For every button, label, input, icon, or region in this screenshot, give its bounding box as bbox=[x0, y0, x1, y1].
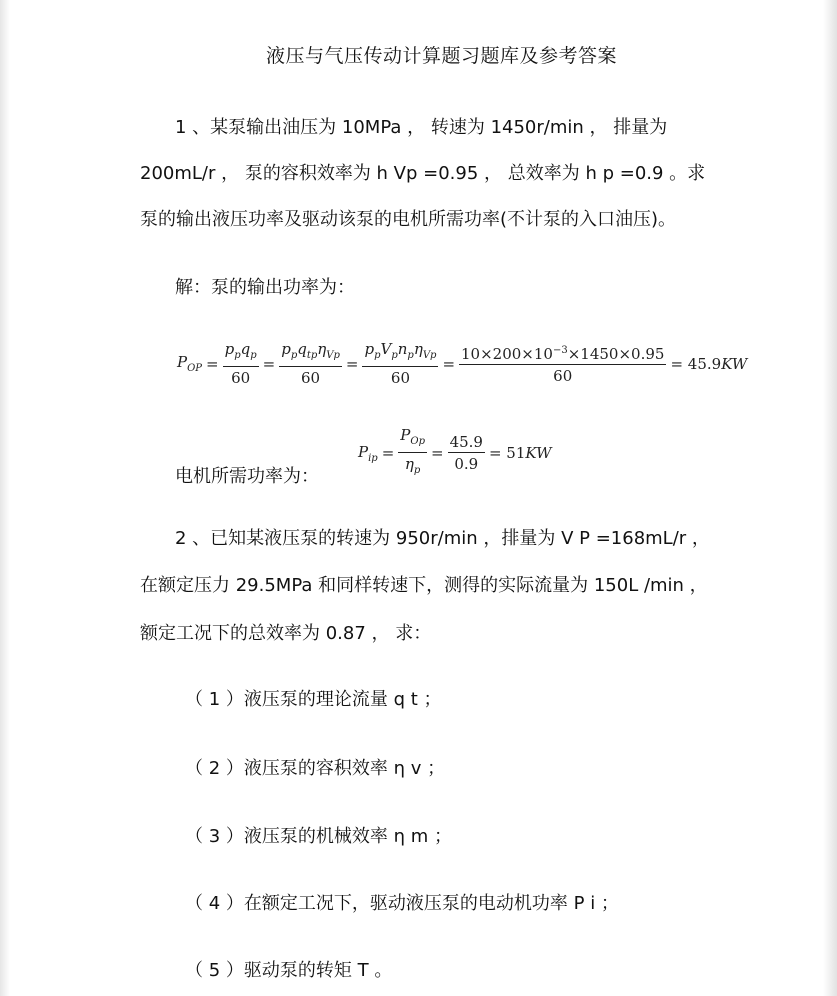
motor-power-label: 电机所需功率为： bbox=[175, 466, 319, 487]
solution-label: 解：泵的输出功率为： bbox=[175, 277, 355, 298]
formula2-lhs: $P_{ip}$ bbox=[358, 442, 378, 464]
formula-output-power bbox=[175, 340, 749, 387]
q2-item-2: （ 2 ）液压泵的容积效率 η v ； bbox=[185, 758, 446, 779]
formula1-fraction-3: $\frac{p_pV_pn_p\eta_{Vp}}{60}$ bbox=[364, 340, 437, 387]
equals-sign: = bbox=[430, 444, 444, 462]
equals-sign: = bbox=[442, 354, 456, 373]
formula-motor-power bbox=[356, 426, 554, 480]
formula1-fraction-1: $\frac{p_pq_p}{60}$ bbox=[224, 340, 257, 387]
q2-line-3: 额定工况下的总效率为 0.87 ， 求： bbox=[140, 623, 432, 644]
formula2-result: = 51KW bbox=[488, 444, 552, 462]
page-shadow-left bbox=[0, 0, 10, 996]
equals-sign: = bbox=[206, 354, 219, 373]
formula1-fraction-2: $\frac{p_pq_{tp}\eta_{Vp}}{60}$ bbox=[281, 340, 340, 387]
q2-line-2: 在额定压力 29.5MPa 和同样转速下，测得的实际流量为 150L /min ， bbox=[140, 575, 708, 596]
formula2-fraction-2: $\frac{45.9}{0.9}$ bbox=[449, 433, 483, 473]
q1-line-3: 泵的输出液压功率及驱动该泵的电机所需功率(不计泵的入口油压)。 bbox=[140, 209, 677, 230]
formula1-lhs: $P_{OP}$ bbox=[177, 353, 203, 374]
equals-sign: = bbox=[381, 444, 395, 462]
page-shadow-right bbox=[823, 0, 837, 996]
q2-item-3: （ 3 ）液压泵的机械效率 η m ； bbox=[185, 826, 453, 847]
formula1-result: = 45.9KW bbox=[670, 354, 748, 373]
equals-sign: = bbox=[262, 354, 276, 373]
formula2-fraction-1: $\frac{P_{Op}}{\eta_p}$ bbox=[400, 426, 425, 476]
equals-sign: = bbox=[345, 354, 359, 373]
q2-item-4: （ 4 ）在额定工况下，驱动液压泵的电动机功率 P i ； bbox=[185, 893, 619, 914]
q2-line-1: 2 、已知某液压泵的转速为 950r/min ，排量为 V P =168mL/r ， bbox=[175, 528, 710, 549]
q2-item-1: （ 1 ）液压泵的理论流量 q t ； bbox=[185, 689, 442, 710]
formula1-fraction-4: $\frac{10\times 200\times 10^{-3}\times 1450\times 0.95}{60}$ bbox=[459, 342, 666, 385]
q1-line-1: 1 、某泵输出油压为 10MPa ， 转速为 1450r/min ， 排量为 bbox=[175, 117, 668, 138]
q2-item-5: （ 5 ）驱动泵的转矩 T 。 bbox=[185, 960, 393, 981]
document-title: 液压与气压传动计算题习题库及参考答案 bbox=[266, 45, 618, 67]
q1-line-2: 200mL/r ， 泵的容积效率为 h Vp =0.95 ， 总效率为 h p =0.9 。求 bbox=[140, 163, 706, 184]
